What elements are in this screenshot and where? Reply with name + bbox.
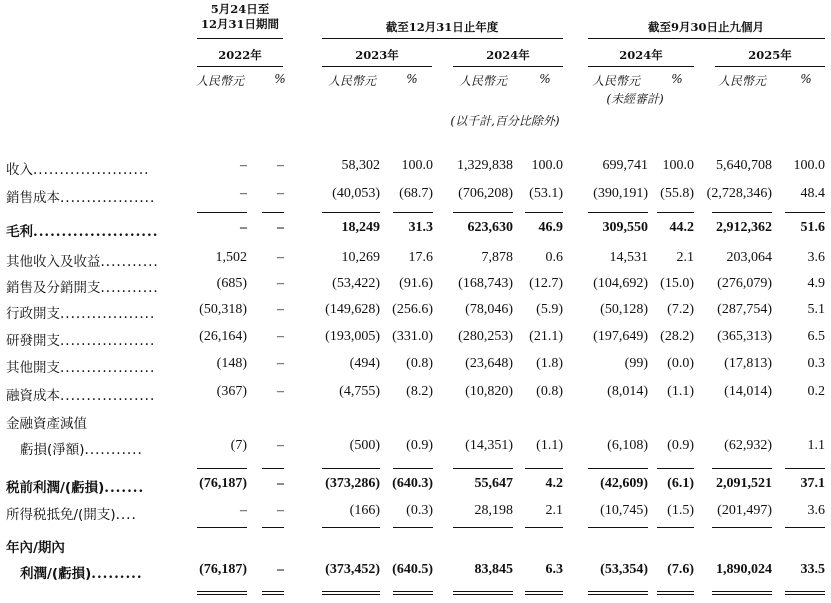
table-cell: (14,014) xyxy=(724,384,772,399)
table-cell: (500) xyxy=(349,438,380,453)
rule-impair-c2 xyxy=(322,468,380,469)
table-cell: – xyxy=(277,384,284,399)
table-cell: 48.4 xyxy=(800,186,825,201)
table-cell: (0.9) xyxy=(406,438,433,453)
table-cell: (8,014) xyxy=(607,384,648,399)
table-cell: (331.0) xyxy=(392,329,433,344)
table-cell: 7,878 xyxy=(481,250,513,265)
table-cell: (276,079) xyxy=(717,276,772,291)
table-cell: (0.0) xyxy=(667,356,694,371)
table-cell: (91.6) xyxy=(399,276,433,291)
row-label-text: 毛利 xyxy=(6,224,33,240)
table-cell: 4.2 xyxy=(545,476,563,491)
dbl-rule-c1 xyxy=(262,591,284,595)
table-cell: (0.3) xyxy=(406,503,433,518)
table-cell: (193,005) xyxy=(325,329,380,344)
table-cell: (26,164) xyxy=(199,329,247,344)
unaudited-note: (未經審計) xyxy=(606,92,664,106)
row-label xyxy=(20,438,143,458)
table-cell: (42,609) xyxy=(600,476,648,491)
rule-impair-c0 xyxy=(197,468,247,469)
table-cell: (166) xyxy=(349,503,380,518)
year-2024-nine: 2024年 xyxy=(619,48,663,62)
table-cell: (1.1) xyxy=(667,384,694,399)
table-cell: (78,046) xyxy=(465,302,513,317)
header-rule-nine-month-top xyxy=(588,38,825,39)
table-cell: (640.5) xyxy=(392,562,433,577)
unit-pct-2024-nine: % xyxy=(671,72,683,86)
rule-cogs-c2 xyxy=(322,212,380,213)
table-cell: – xyxy=(277,250,284,265)
unit-pct-2024: % xyxy=(539,72,551,86)
table-cell: 37.1 xyxy=(800,476,825,491)
table-cell: (12.7) xyxy=(529,276,563,291)
table-cell: 6.3 xyxy=(545,562,563,577)
table-cell: 5.1 xyxy=(807,302,825,317)
rule-tax-c0 xyxy=(197,527,247,528)
rule-impair-c4 xyxy=(453,468,513,469)
rule-tax-c8 xyxy=(712,527,772,528)
rule-cogs-c4 xyxy=(453,212,513,213)
table-cell: 100.0 xyxy=(401,158,433,173)
table-cell: – xyxy=(277,503,284,518)
dbl-rule-c4 xyxy=(453,591,513,595)
row-label xyxy=(6,412,87,432)
rule-tax-c4 xyxy=(453,527,513,528)
year-2024-annual: 2024年 xyxy=(486,48,530,62)
rule-tax-c1 xyxy=(262,527,284,528)
table-cell: (23,648) xyxy=(465,356,513,371)
table-cell: 1.1 xyxy=(807,438,825,453)
leader-dots: .................. xyxy=(60,190,156,206)
leader-dots: .................. xyxy=(60,333,156,349)
unit-rmb-2022: 人民幣元 xyxy=(195,74,244,88)
row-label-text: 研發開支 xyxy=(6,333,60,349)
table-cell: – xyxy=(277,356,284,371)
leader-dots: .................. xyxy=(60,388,156,404)
year-2023: 2023年 xyxy=(355,48,399,62)
period-2022-header xyxy=(195,2,285,32)
table-cell: (21.1) xyxy=(529,329,563,344)
table-cell: (4,755) xyxy=(339,384,380,399)
dbl-rule-c3 xyxy=(393,591,433,595)
table-cell: (0.9) xyxy=(667,438,694,453)
year-rule-2024-nine xyxy=(588,66,694,67)
rule-tax-c3 xyxy=(393,527,433,528)
row-label xyxy=(6,476,144,496)
year-rule-2024 xyxy=(453,66,563,67)
unit-pct-2022: % xyxy=(274,72,286,86)
rule-tax-c9 xyxy=(785,527,825,528)
table-cell: (17,813) xyxy=(724,356,772,371)
table-cell: (256.6) xyxy=(392,302,433,317)
unit-rmb-2025-nine: 人民幣元 xyxy=(717,74,766,88)
table-cell: (1.5) xyxy=(667,503,694,518)
table-cell: – xyxy=(277,302,284,317)
table-cell: 100.0 xyxy=(793,158,825,173)
row-label-text: 行政開支 xyxy=(6,306,60,322)
table-cell: (706,208) xyxy=(458,186,513,201)
table-cell: 100.0 xyxy=(531,158,563,173)
table-cell: 203,064 xyxy=(726,250,772,265)
group-nine-month-header: 截至9月30日止九個月 xyxy=(647,20,764,34)
table-cell: 4.9 xyxy=(807,276,825,291)
table-cell: (287,754) xyxy=(717,302,772,317)
leader-dots: ......... xyxy=(91,566,143,582)
leader-dots: .... xyxy=(115,507,137,523)
dbl-rule-c9 xyxy=(785,591,825,595)
table-cell: – xyxy=(277,438,284,453)
table-cell: – xyxy=(240,220,247,235)
leader-dots: ........... xyxy=(84,442,143,458)
row-label-text: 其他收入及收益 xyxy=(6,254,101,270)
row-label-text: 銷售及分銷開支 xyxy=(6,280,101,296)
row-label-text: 年內/期內 xyxy=(6,540,65,556)
table-cell: 1,890,024 xyxy=(716,562,772,577)
table-cell: (148) xyxy=(216,356,247,371)
leader-dots: .................. xyxy=(60,360,156,376)
row-label xyxy=(6,384,155,404)
table-cell: 28,198 xyxy=(474,503,513,518)
row-label xyxy=(6,356,155,376)
rule-cogs-c0 xyxy=(197,212,247,213)
table-cell: 17.6 xyxy=(408,250,433,265)
table-cell: (53.1) xyxy=(529,186,563,201)
header-rule-annual-top xyxy=(322,38,563,39)
rule-impair-c7 xyxy=(657,468,694,469)
dbl-rule-c6 xyxy=(588,591,648,595)
table-cell: (68.7) xyxy=(399,186,433,201)
row-label xyxy=(6,329,155,349)
rule-tax-c6 xyxy=(588,527,648,528)
row-label-text: 銷售成本 xyxy=(6,190,60,206)
table-cell: 100.0 xyxy=(662,158,694,173)
group-annual-header: 截至12月31日止年度 xyxy=(385,20,499,34)
leader-dots: ........... xyxy=(100,280,159,296)
table-cell: – xyxy=(240,186,247,201)
table-cell: (685) xyxy=(216,276,247,291)
rule-cogs-c7 xyxy=(657,212,694,213)
table-cell: (280,253) xyxy=(458,329,513,344)
table-cell: (7) xyxy=(230,438,247,453)
leader-dots: ...................... xyxy=(33,224,159,240)
table-cell: (197,649) xyxy=(593,329,648,344)
rule-tax-c5 xyxy=(525,527,563,528)
table-cell: 18,249 xyxy=(341,220,380,235)
rule-cogs-c5 xyxy=(525,212,563,213)
table-cell: (7.2) xyxy=(667,302,694,317)
table-cell: (1.8) xyxy=(536,356,563,371)
table-cell: 33.5 xyxy=(800,562,825,577)
table-cell: 623,630 xyxy=(467,220,513,235)
table-cell: (373,452) xyxy=(325,562,380,577)
table-cell: – xyxy=(277,186,284,201)
table-cell: – xyxy=(277,276,284,291)
table-cell: 46.9 xyxy=(538,220,563,235)
table-cell: (76,187) xyxy=(199,476,247,491)
table-cell: (494) xyxy=(349,356,380,371)
table-cell: 2,091,521 xyxy=(716,476,772,491)
header-rule-2022-top xyxy=(197,38,283,39)
table-cell: (1.1) xyxy=(536,438,563,453)
units-note: (以千計,百分比除外) xyxy=(450,114,560,128)
period-2022-line1: 5月24日至 xyxy=(210,2,270,16)
unit-pct-2023: % xyxy=(406,72,418,86)
row-label-text: 税前利潤/(虧損) xyxy=(6,480,105,496)
table-cell: (50,318) xyxy=(199,302,247,317)
leader-dots: ....... xyxy=(104,480,145,496)
rule-cogs-c1 xyxy=(262,212,284,213)
leader-dots: ...................... xyxy=(33,162,150,178)
row-label-text: 金融資產減值 xyxy=(6,416,87,432)
table-cell: (10,745) xyxy=(600,503,648,518)
leader-dots: .................. xyxy=(60,306,156,322)
rule-cogs-c8 xyxy=(712,212,772,213)
table-cell: 51.6 xyxy=(800,220,825,235)
row-label xyxy=(6,276,159,296)
table-cell: – xyxy=(277,562,284,577)
table-cell: (8.2) xyxy=(406,384,433,399)
row-label-text: 利潤/(虧損) xyxy=(20,566,92,582)
table-cell: 2.1 xyxy=(676,250,694,265)
dbl-rule-c5 xyxy=(525,591,563,595)
dbl-rule-c0 xyxy=(197,591,247,595)
table-cell: 44.2 xyxy=(669,220,694,235)
table-cell: (7.6) xyxy=(667,562,694,577)
row-label xyxy=(6,158,149,178)
table-cell: (149,628) xyxy=(325,302,380,317)
table-cell: – xyxy=(240,503,247,518)
table-cell: (0.8) xyxy=(406,356,433,371)
rule-impair-c5 xyxy=(525,468,563,469)
table-cell: 31.3 xyxy=(408,220,433,235)
table-cell: (62,932) xyxy=(724,438,772,453)
table-cell: 3.6 xyxy=(807,503,825,518)
rule-impair-c8 xyxy=(712,468,772,469)
table-cell: (99) xyxy=(624,356,648,371)
dbl-rule-c7 xyxy=(657,591,694,595)
table-cell: 699,741 xyxy=(602,158,648,173)
table-cell: (373,286) xyxy=(325,476,380,491)
table-cell: (55.8) xyxy=(660,186,694,201)
table-cell: 309,550 xyxy=(602,220,648,235)
table-cell: (104,692) xyxy=(593,276,648,291)
year-2025-nine: 2025年 xyxy=(748,48,792,62)
row-label xyxy=(6,503,137,523)
table-cell: 83,845 xyxy=(474,562,513,577)
table-cell: (365,313) xyxy=(717,329,772,344)
rule-tax-c7 xyxy=(657,527,694,528)
table-cell: (53,354) xyxy=(600,562,648,577)
table-cell: (15.0) xyxy=(660,276,694,291)
table-cell: – xyxy=(277,476,284,491)
rule-impair-c3 xyxy=(393,468,433,469)
table-cell: (14,351) xyxy=(465,438,513,453)
row-label xyxy=(6,536,65,556)
row-label xyxy=(6,302,155,322)
row-label xyxy=(20,562,143,582)
table-cell: (40,053) xyxy=(332,186,380,201)
table-cell: 3.6 xyxy=(807,250,825,265)
table-cell: (6,108) xyxy=(607,438,648,453)
row-label-text: 虧損(淨額) xyxy=(20,442,85,458)
table-cell: (53,422) xyxy=(332,276,380,291)
unit-rmb-2024: 人民幣元 xyxy=(458,74,507,88)
rule-tax-c2 xyxy=(322,527,380,528)
table-cell: (367) xyxy=(216,384,247,399)
table-cell: 2.1 xyxy=(545,503,563,518)
table-cell: 55,647 xyxy=(474,476,513,491)
table-cell: (76,187) xyxy=(199,562,247,577)
table-cell: – xyxy=(240,158,247,173)
table-cell: (10,820) xyxy=(465,384,513,399)
rule-cogs-c6 xyxy=(588,212,648,213)
table-cell: (50,128) xyxy=(600,302,648,317)
table-cell: – xyxy=(277,329,284,344)
unit-rmb-2024-nine: 人民幣元 xyxy=(591,74,640,88)
table-cell: (6.1) xyxy=(667,476,694,491)
rule-cogs-c3 xyxy=(393,212,433,213)
year-rule-2023 xyxy=(322,66,432,67)
table-cell: 0.2 xyxy=(807,384,825,399)
row-label-text: 收入 xyxy=(6,162,33,178)
rule-impair-c1 xyxy=(262,468,284,469)
unit-pct-2025-nine: % xyxy=(800,72,812,86)
year-rule-2025-nine xyxy=(715,66,825,67)
row-label-text: 所得税抵免/(開支) xyxy=(6,507,116,523)
row-label-text: 融資成本 xyxy=(6,388,60,404)
table-cell: 0.3 xyxy=(807,356,825,371)
table-cell: – xyxy=(277,220,284,235)
year-2022: 2022年 xyxy=(218,48,262,62)
row-label-text: 其他開支 xyxy=(6,360,60,376)
table-cell: (201,497) xyxy=(717,503,772,518)
row-label xyxy=(6,220,158,240)
table-cell: (2,728,346) xyxy=(706,186,772,201)
table-cell: (0.8) xyxy=(536,384,563,399)
table-cell: 1,329,838 xyxy=(457,158,513,173)
rule-impair-c9 xyxy=(785,468,825,469)
period-2022-line2: 12月31日期間 xyxy=(200,17,279,31)
leader-dots: ........... xyxy=(100,254,159,270)
table-cell: (168,743) xyxy=(458,276,513,291)
table-cell: 2,912,362 xyxy=(716,220,772,235)
table-cell: 1,502 xyxy=(215,250,247,265)
unit-rmb-2023: 人民幣元 xyxy=(327,74,376,88)
dbl-rule-c8 xyxy=(712,591,772,595)
rule-cogs-c9 xyxy=(785,212,825,213)
table-cell: (390,191) xyxy=(593,186,648,201)
table-cell: (28.2) xyxy=(660,329,694,344)
row-label xyxy=(6,186,155,206)
table-cell: 58,302 xyxy=(341,158,380,173)
table-cell: – xyxy=(277,158,284,173)
table-cell: (640.3) xyxy=(392,476,433,491)
year-rule-2022 xyxy=(197,66,283,67)
rule-impair-c6 xyxy=(588,468,648,469)
table-cell: 5,640,708 xyxy=(716,158,772,173)
table-cell: (5.9) xyxy=(536,302,563,317)
row-label xyxy=(6,250,159,270)
table-cell: 10,269 xyxy=(341,250,380,265)
table-cell: 14,531 xyxy=(609,250,648,265)
table-cell: 6.5 xyxy=(807,329,825,344)
dbl-rule-c2 xyxy=(322,591,380,595)
table-cell: 0.6 xyxy=(545,250,563,265)
